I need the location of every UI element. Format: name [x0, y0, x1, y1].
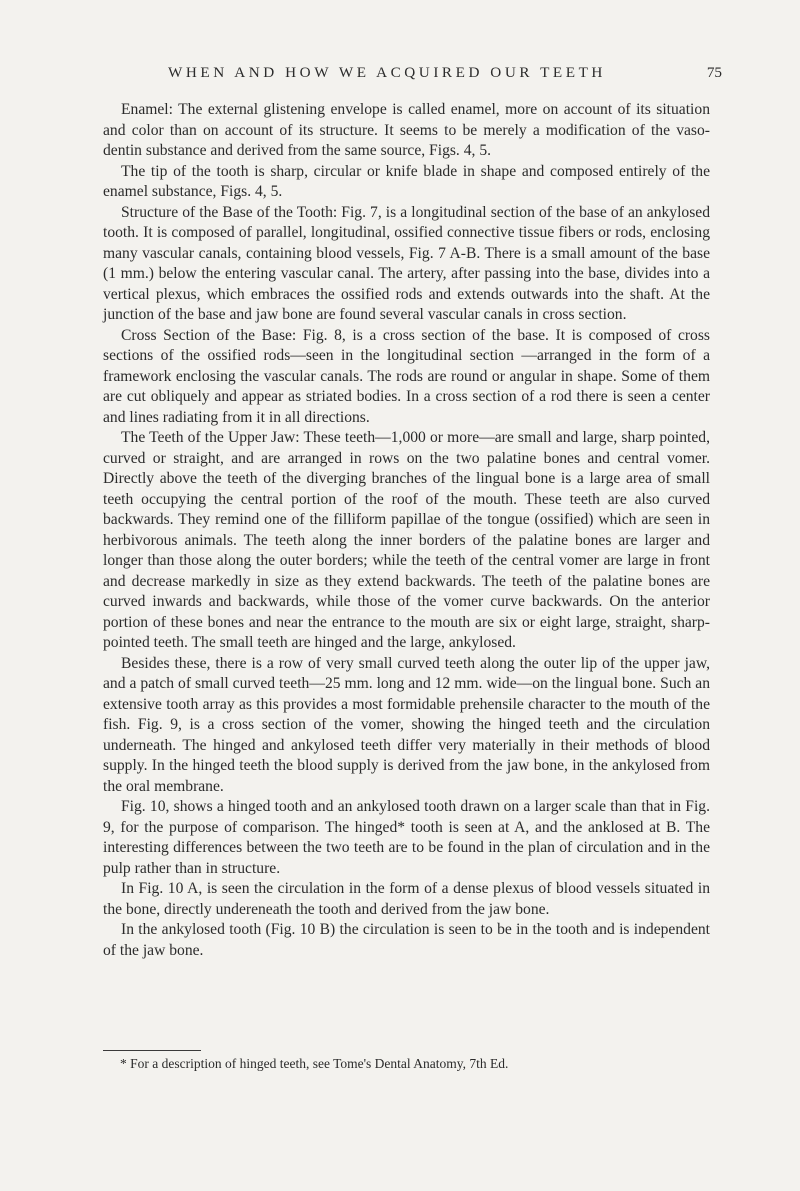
- footnote: * For a description of hinged teeth, see Tome's Dental Anatomy, 7th Ed.: [120, 1056, 509, 1071]
- running-head: [168, 64, 722, 84]
- body-text: [103, 100, 710, 961]
- paragraph-fig-10b: In the ankylosed tooth (Fig. 10 B) the circulation is seen to be in the tooth and is independent of the jaw bone.: [103, 921, 710, 959]
- paragraph-base-structure: Structure of the Base of the Tooth: Fig. 7, is a longitudinal section of the base of an ankylosed tooth. It is composed of parallel, longitudinal, ossified connective tissue fibers or rods, enclosing many vascular canals, containing blood vessels, Fig. 7 A-B. There is a small amount of the base (1 mm.) below the entering vascular canal. The artery, after passing into the base, divides into a vertical plexus, which embraces the ossified rods and extends outwards into the shaft. At the junction of the base and jaw bone are found several vascular canals in cross section.: [103, 203, 710, 323]
- running-title: WHEN AND HOW WE ACQUIRED OUR TEETH: [168, 64, 606, 81]
- paragraph-enamel: Enamel: The external glistening envelope is called enamel, more on account of its situation and color than on account of its structure. It seems to be merely a modification of the vaso-dentin substance and derived from the same source, Figs. 4, 5.: [103, 101, 710, 159]
- paragraph-fig-10a: In Fig. 10 A, is seen the circulation in the form of a dense plexus of blood vessels situated in the bone, directly undereneath the tooth and derived from the jaw bone.: [103, 880, 710, 918]
- paragraph-tooth-array: Besides these, there is a row of very small curved teeth along the outer lip of the upper jaw, and a patch of small curved teeth—25 mm. long and 12 mm. wide—on the lingual bone. Such an extensive tooth array as this provides a most formidable prehensile character to the mouth of the fish. Fig. 9, is a cross section of the vomer, showing the hinged teeth and the circulation underneath. The hinged and ankylosed teeth differ very materially in their methods of blood supply. In the hinged teeth the blood supply is derived from the jaw bone, in the ankylosed from the oral membrane.: [103, 654, 710, 795]
- page-number: 75: [706, 64, 722, 81]
- paragraph-fig-10: Fig. 10, shows a hinged tooth and an ankylosed tooth drawn on a larger scale than that in Fig. 9, for the purpose of comparison. The hinged* tooth is seen at A, and the anklosed at B. The interesting differences between the two teeth are to be found in the plan of circulation and in the pulp rather than in structure.: [103, 798, 710, 877]
- paragraph-upper-jaw-teeth: The Teeth of the Upper Jaw: These teeth—1,000 or more—are small and large, sharp pointed, curved or straight, and are arranged in rows on the two palatine bones and central vomer. Directly above the teeth of the diverging branches of the lingual bone is a large area of small teeth occupying the central portion of the roof of the mouth. These teeth are also curved backwards. They remind one of the filliform papillae of the tongue (ossified) which are seen in herbivorous animals. The teeth along the inner borders of the palatine bones are larger and longer than those along the outer borders; while the teeth of the central vomer are large in front and decrease markedly in size as they extend backwards. The teeth of the palatine bones are curved inwards and backwards, while those of the vomer curve backwards. On the anterior portion of these bones and near the entrance to the mouth are six or eight large, straight, sharp-pointed teeth. The small teeth are hinged and the large, ankylosed.: [103, 429, 710, 651]
- paragraph-base-cross-section: Cross Section of the Base: Fig. 8, is a cross section of the base. It is composed of cross sections of the ossified rods—seen in the longitudinal section —arranged in the form of a framework enclosing the vascular canals. The rods are round or angular in shape. Some of them are cut obliquely and appear as striated bodies. In a cross section of a rod there is seen a center and lines radiating from it in all directions.: [103, 326, 710, 426]
- footnote-rule: [103, 1050, 201, 1051]
- paragraph-tooth-tip: The tip of the tooth is sharp, circular or knife blade in shape and composed entirely of the enamel substance, Figs. 4, 5.: [103, 162, 710, 200]
